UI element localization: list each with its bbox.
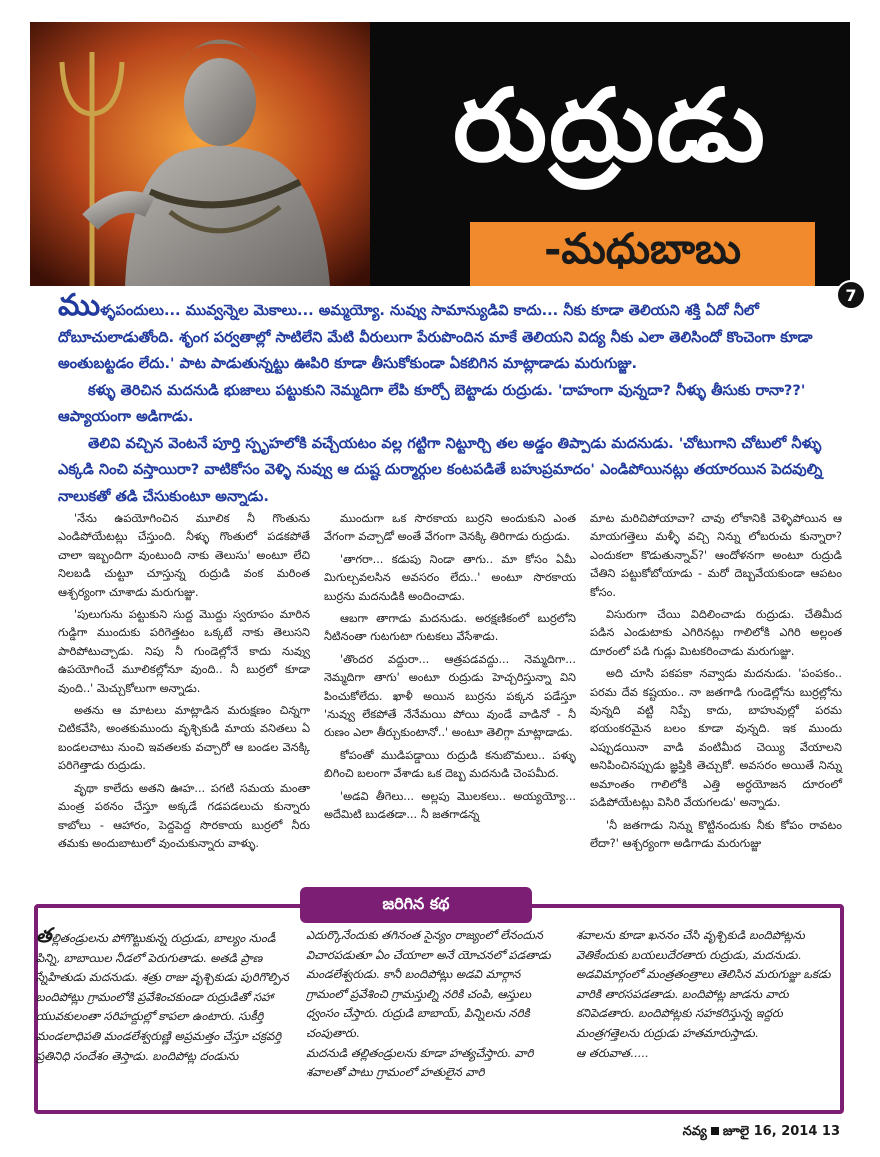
body-paragraph: ముందుగా ఒక సొరకాయ బుర్రని అందుకుని ఎంత వేగంగా వచ్చాడో అంతే వేగంగా వెనక్కి తిరిగాడు రుద్రుడు.	[324, 512, 576, 544]
body-paragraph: 'తొందర వద్దురా... ఆత్రపడవద్దు... నెమ్మదిగా... నెమ్మదిగా తాగు' అంటూ రుద్రుడు హెచ్చరిస్తున్నా విని పించుకోలేదు. ఖాళీ అయిన బుర్రను పక్కన పడేస్తూ 'నువ్వు లేకపోతే నేనేమయి పోయి వుండే వాడినో - నీ రుణం ఎలా తీర్చుకుంటానో..' అంటూ తెలిగ్గా మాట్లాడాడు.	[324, 652, 576, 740]
body-columns	[58, 510, 842, 857]
issue-date: జూలై 16, 2014	[722, 1124, 818, 1139]
author-name: -మధుబాబు	[543, 224, 742, 273]
recap-column-3	[576, 926, 832, 1083]
recap-paragraph: ఎదుర్కొనేందుకు తగినంత సైన్యం రాజ్యంలో లేనందున విచారపడుతూ ఏం చేయాలా అనే యోచనలో పడతాడు మండలేశ్వరుడు. కానీ బందిపోట్లు అడవి మార్గాన గ్రామంలో ప్రవేశించి గ్రామస్తుల్ని నరికి చంపి, ఆస్తులు ధ్వంసం చేస్తారు. రుద్రుడి బాబాయ్, పిన్నిలను నరికి చంపుతారు. మదనుడి తల్లితండ్రులను కూడా హత్యచేస్తారు. వారి శవాలతో పాటు గ్రామంలో హతులైన వారి	[306, 928, 551, 1080]
body-column-1	[58, 510, 310, 857]
body-paragraph: మాట మరిచిపోయావా? చావు లోకానికి వెళ్ళిపోయిన ఆ మాయగత్తెలు మళ్ళీ వచ్చి నిన్ను లోబరుచు కున్నారా? ఎందుకలా కొడుతున్నావ్?' ఆందోళనగా అంటూ రుద్రుడి చేతిని పట్టుకోబోయాడు - మరో దెబ్బవేయకుండా ఆపటం కోసం.	[590, 512, 842, 599]
body-paragraph: 'నేను ఉపయోగించిన మూలిక నీ గొంతును ఎండిపోయేటట్లు చేస్తుంది. నీళ్ళు గొంతులో పడకపోతే చాలా ఇబ్బందిగా వుంటుంది నాకు తెలుసు' అంటూ లేచి నిలబడి చుట్టూ చూస్తున్న రుద్రుడి వంక మరింత ఆశ్చర్యంగా చూశాడు మరుగుజ్జు.	[58, 512, 310, 599]
body-paragraph: 'పులుగును పట్టుకుని సుద్ద మొద్దు స్వరూపం మారిన గుడ్డిగా ముందుకు పరిగెత్తటం ఒక్కటే నాకు తెలుసని పారిపోటుచ్చాడు. నిపు నీ గుండెల్లోనే కాదు నువ్వు ఉపయోగించే మూలికల్లోనూ వుంది.. నీ బుర్రలో కూడా వుంది..' మెచ్చుకోలుగా అన్నాడు.	[58, 608, 310, 695]
intro-section	[58, 288, 858, 510]
square-bullet-icon	[711, 1127, 719, 1135]
body-paragraph: 'అడవి తీగెలు... అల్లపు మొలకలు.. అయ్యయ్యో... అదేమిటి బుడతడా... నీ జతగాడన్న	[324, 789, 576, 822]
body-paragraph: విసురుగా చేయి విదిలించాడు రుద్రుడు. చేతిమీద పడిన ఎండుటాకు ఎగిరినట్లు గాలిలోకి ఎగిరి అల్లంత దూరంలో పడి గుడ్లు మిటకరించాడు మరుగుజ్జు.	[590, 608, 842, 658]
body-paragraph: వృథా కాలేదు అతని ఊహ... పగటి సమయ మంతా మంత్ర పఠనం చేస్తూ అక్కడే గడపడలుచు కున్నారు కాబోలు - ఆహారం, పెద్దపెద్ద సొరకాయ బుర్రలో నీరు తమకు అందుబాటులో వుంచుకున్నారు వాళ్ళు.	[58, 781, 310, 850]
body-paragraph: కోపంతో ముడిపడ్డాయి రుద్రుడి కనుబొమలు.. పళ్ళు బిగించి బలంగా వేశాడు ఒక దెబ్బ మదనుడి చెంపమీద.	[324, 748, 576, 781]
recap-paragraph	[36, 923, 292, 1066]
episode-badge: 7	[836, 280, 866, 310]
recap-heading: జరిగిన కథ	[300, 887, 532, 923]
author-box	[470, 222, 815, 286]
recap-columns	[36, 923, 836, 1083]
body-paragraph: అతను ఆ మాటలు మాట్లాడిన మరుక్షణం చిన్నగా చిటికవేసి, అంతకుముందు వృశ్చికుడి మాయ వనితలు ఏ బండలచాటు నుంచి ఇవతలకు వచ్చారో ఆ బండల వెనక్కి పరిగెత్తాడు రుద్రుడు.	[58, 704, 310, 773]
recap-column-1	[36, 923, 292, 1083]
body-column-3	[590, 510, 842, 857]
rudra-illustration-icon	[30, 22, 370, 286]
magazine-name: నవ్య	[682, 1124, 707, 1139]
intro-paragraph	[58, 288, 858, 378]
body-paragraph: 'నీ జతగాడు నిన్ను కొట్టినందుకు నీకు కోపం రావటం లేదా?' ఆశ్చర్యంగా అడిగాడు మరుగుజ్జు	[590, 818, 842, 850]
header-banner	[30, 22, 857, 305]
body-column-2	[324, 510, 576, 857]
recap-text: ల్లితండ్రులను పోగొట్టుకున్న రుద్రుడు, బాల్యం నుండీ పిన్ని, బాబాయిల నీడలో పెరుగుతాడు. అతడి ప్రాణ స్నేహితుడు మదనుడు. శత్రు రాజు వృశ్చికుడు పురిగొల్పిన బందిపోట్లు గ్రామంలోకి ప్రవేశించకుండా రుద్రుడితో సహా యువకులంతా సరిహద్దుల్లో కాపలా ఉంటారు. సుకీర్తి మండలాధిపతి మండలేశ్వరుణ్ణి అప్రమత్తం చేస్తూ చక్రవర్తి ప్రతినిధి సందేశం తెస్తాడు. బందిపోట్ల దండును	[36, 931, 289, 1063]
recap-paragraph: శవాలను కూడా ఖననం చేసి వృశ్చికుడి బందిపోట్లను వెతికేందుకు బయలుదేరతారు రుద్రుడు, మదనుడు. అడవిమార్గంలో మంత్రతంత్రాలు తెలిసిన మరుగుజ్జు ఒకడు వారికి తారసపడతాడు. బందిపోట్ల జాడను వారు కనిపెడతారు. బందిపోట్లకు సహకరిస్తున్న ఇద్దరు మంత్రగత్తెలను రుద్రుడు హతమారుస్తాడు. ఆ తరువాత.....	[576, 928, 831, 1060]
recap-column-2	[306, 926, 562, 1083]
story-title: రుద్రుడు	[453, 66, 767, 184]
body-paragraph: 'తాగరా... కడుపు నిండా తాగు.. మా కోసం ఏమీ మిగుల్చవలసిన అవసరం లేదు..' అంటూ సొరకాయ బుర్రను మదనుడికి అందించాడు.	[324, 552, 576, 603]
recap-dropcap: త	[36, 923, 52, 947]
intro-paragraph-text: ళ్ళపందులు... మువ్వన్నెల మెకాలు... అమ్మయ్యో. నువ్వు సామాన్యుడివి కాదు... నీకు కూడా తెలియని శక్తి ఏదో నీలో దోబూచులాడుతోంది. శృంగ పర్వతాల్లో సాటిలేని మేటి వీరులుగా పేరుపొందిన మాకే తెలియని విద్య నీకు ఎలా తెలిసిందో కొంచెంగా కూడా అంతుబట్టడం లేదు.' పాట పాడుతున్నట్టు ఊపిరి కూడా తీసుకోకుండా ఏకబిగిన మాట్లాడాడు మరుగుజ్జు.	[58, 302, 813, 372]
intro-dropcap: ము	[58, 288, 101, 323]
body-paragraph: ఆబగా తాగాడు మదనుడు. అరక్షణికంలో బుర్రలోని నీటినంతా గుటగుటా గుటకలు వేసేశాడు.	[324, 612, 576, 644]
intro-paragraph: కళ్ళు తెరిచిన మదనుడి భుజాలు పట్టుకుని నెమ్మదిగా లేపి కూర్చో బెట్టాడు రుద్రుడు. 'దాహంగా వున్నదా? నీళ్ళు తీసుకు రానా??' ఆప్యాయంగా అడిగాడు.	[58, 381, 806, 425]
body-paragraph: అది చూసి పకపకా నవ్వాడు మదనుడు. 'పంపకం.. పరమ దేవ కష్టయం.. నా జతగాడి గుండెల్లోను బుర్రల్లోను వున్నది వట్టి నిప్పే కాదు, బాహువుల్లో పరమ భయంకరమైన బలం కూడా వున్నది. ఇక ముందు ఎప్పుడయినా వాడి వంటిమీద చెయ్యి వేయాలని అనిపించినప్పుడు జ్ఞప్తికి తెచ్చుకో. అవసరం అయితే నిన్ను అమాంతం గాలిలోకి ఎత్తి అర్ధయోజన దూరంలో పడిపోయేటట్లు విసిరి వేయగలడు' అన్నాడు.	[590, 667, 842, 810]
page-number: 13	[821, 1124, 840, 1139]
intro-paragraph: తెలివి వచ్చిన వెంటనే పూర్తి స్పృహలోకి వచ్చేయటం వల్ల గట్టిగా నిట్టూర్చి తల అడ్డం తిప్పాడు మదనుడు. 'చోటుగాని చోటులో నీళ్ళు ఎక్కడి నించి వస్తాయిరా? వాటికోసం వెళ్ళి నువ్వు ఆ దుష్ట దుర్మార్గుల కంటపడితే బహుప్రమాదం' ఎండిపోయినట్లు తయారయిన పెదవుల్ని నాలుకతో తడి చేసుకుంటూ అన్నాడు.	[58, 434, 823, 505]
page-footer	[600, 1124, 840, 1142]
